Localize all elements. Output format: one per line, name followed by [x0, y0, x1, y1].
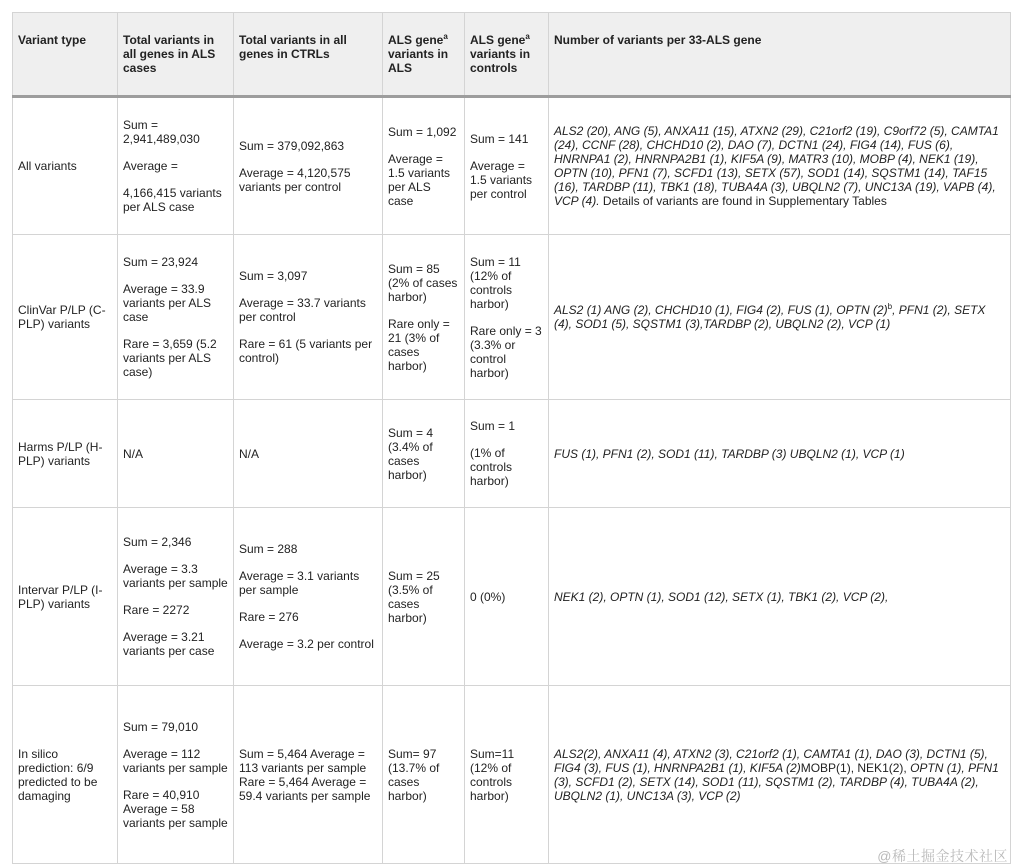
ctrl-gene-cell: 0 (0%) — [465, 508, 549, 686]
als-gene-cell: Sum = 85 (2% of cases harbor) Rare only = 21 (3% of cases harbor) — [383, 235, 465, 400]
ctrl-total-cell: Sum = 288 Average = 3.1 variants per sample Rare = 276 Average = 3.2 per control — [234, 508, 383, 686]
als-total-cell: Sum = 2,941,489,030 Average = 4,166,415 variants per ALS case — [118, 97, 234, 235]
als-gene-cell: Sum = 4 (3.4% of cases harbor) — [383, 400, 465, 508]
table-row — [13, 508, 1011, 686]
ctrl-total-cell: Sum = 379,092,863 Average = 4,120,575 variants per control — [234, 97, 383, 235]
als-gene-cell: Sum = 1,092 Average = 1.5 variants per ALS case — [383, 97, 465, 235]
genes-cell: NEK1 (2), OPTN (1), SOD1 (12), SETX (1), TBK1 (2), VCP (2), — [549, 508, 1011, 686]
als-gene-cell: Sum= 97 (13.7% of cases harbor) — [383, 686, 465, 864]
variant-type-cell: All variants — [13, 97, 118, 235]
header-genes: Number of variants per 33-ALS gene — [549, 13, 1011, 97]
header-als-gene: ALS gene$^a$ variants in ALS — [383, 13, 465, 97]
header-row — [13, 13, 1011, 97]
als-gene-cell: Sum = 25 (3.5% of cases harbor) — [383, 508, 465, 686]
ctrl-gene-cell: Sum = 141 Average = 1.5 variants per control — [465, 97, 549, 235]
table-row — [13, 686, 1011, 864]
variants-table — [12, 12, 1011, 864]
genes-cell: FUS (1), PFN1 (2), SOD1 (11), TARDBP (3) UBQLN2 (1), VCP (1) — [549, 400, 1011, 508]
header-ctrl-total: Total variants in all genes in CTRLs — [234, 13, 383, 97]
variant-type-cell: ClinVar P/LP (C-PLP) variants — [13, 235, 118, 400]
footnote-b-marker: b — [887, 302, 893, 311]
genes-cell: ALS2(2), ANXA11 (4), ATXN2 (3), C21orf2 (1), CAMTA1 (1), DAO (3), DCTN1 (5), FIG4 (3), FUS (1), HNRNPA2B1 (1), KIF5A (2)MOBP(1), NEK1(2), OPTN (1), PFN1 (3), SCFD1 (2), SETX (14), SOD1 (11), SQSTM1 (2), TARDBP (4), TUBA4A (2), UBQLN2 (1), UNC13A (3), VCP (2) — [549, 686, 1011, 864]
table-row — [13, 97, 1011, 235]
table-row — [13, 235, 1011, 400]
header-ctrl-gene: ALS gene$^a$ variants in controls — [465, 13, 549, 97]
ctrl-gene-cell: Sum = 11 (12% of controls harbor) Rare only = 3 (3.3% or control harbor) — [465, 235, 549, 400]
variant-type-cell: In silico prediction: 6/9 predicted to be damaging — [13, 686, 118, 864]
watermark: @稀土掘金技术社区 — [877, 848, 1008, 864]
als-total-cell: Sum = 2,346 Average = 3.3 variants per sample Rare = 2272 Average = 3.21 variants per case — [118, 508, 234, 686]
als-total-cell: Sum = 79,010 Average = 112 variants per sample Rare = 40,910 Average = 58 variants per sample — [118, 686, 234, 864]
genes-cell: ALS2 (1) ANG (2), CHCHD10 (1), FIG4 (2), FUS (1), OPTN $(2)^b$, PFN1 (2), SETX (4), SOD1 (5), SQSTM1 (3),TARDBP (2), UBQLN2 (2), VCP (1) — [549, 235, 1011, 400]
footnote-a-marker: a — [443, 32, 448, 41]
table-row — [13, 400, 1011, 508]
header-variant-type: Variant type — [13, 13, 118, 97]
ctrl-gene-cell: Sum=11 (12% of controls harbor) — [465, 686, 549, 864]
ctrl-gene-cell: Sum = 1 (1% of controls harbor) — [465, 400, 549, 508]
header-als-total: Total variants in all genes in ALS cases — [118, 13, 234, 97]
genes-cell: ALS2 (20), ANG (5), ANXA11 (15), ATXN2 (29), C21orf2 (19), C9orf72 (5), CAMTA1 (24), CCNF (28), CHCHD10 (2), DAO (7), DCTN1 (24), FIG4 (14), FUS (6), HNRNPA1 (2), HNRNPA2B1 (1), KIF5A (9), MATR3 (10), MOBP (4), NEK1 (19), OPTN (10), PFN1 (7), SCFD1 (13), SETX (57), SOD1 (14), SQSTM1 (14), TAF15 (16), TARDBP (11), TBK1 (18), TUBA4A (3), UBQLN2 (7), UNC13A (19), VAPB (4), VCP (4). Details of variants are found in Supplementary Tables — [549, 97, 1011, 235]
ctrl-total-cell: N/A — [234, 400, 383, 508]
als-total-cell: Sum = 23,924 Average = 33.9 variants per ALS case Rare = 3,659 (5.2 variants per ALS case) — [118, 235, 234, 400]
als-total-cell: N/A — [118, 400, 234, 508]
variant-type-cell: Intervar P/LP (I-PLP) variants — [13, 508, 118, 686]
ctrl-total-cell: Sum = 3,097 Average = 33.7 variants per control Rare = 61 (5 variants per control) — [234, 235, 383, 400]
footnote-a-marker: a — [525, 32, 530, 41]
ctrl-total-cell: Sum = 5,464 Average = 113 variants per sample Rare = 5,464 Average = 59.4 variants per sample — [234, 686, 383, 864]
variant-type-cell: Harms P/LP (H-PLP) variants — [13, 400, 118, 508]
